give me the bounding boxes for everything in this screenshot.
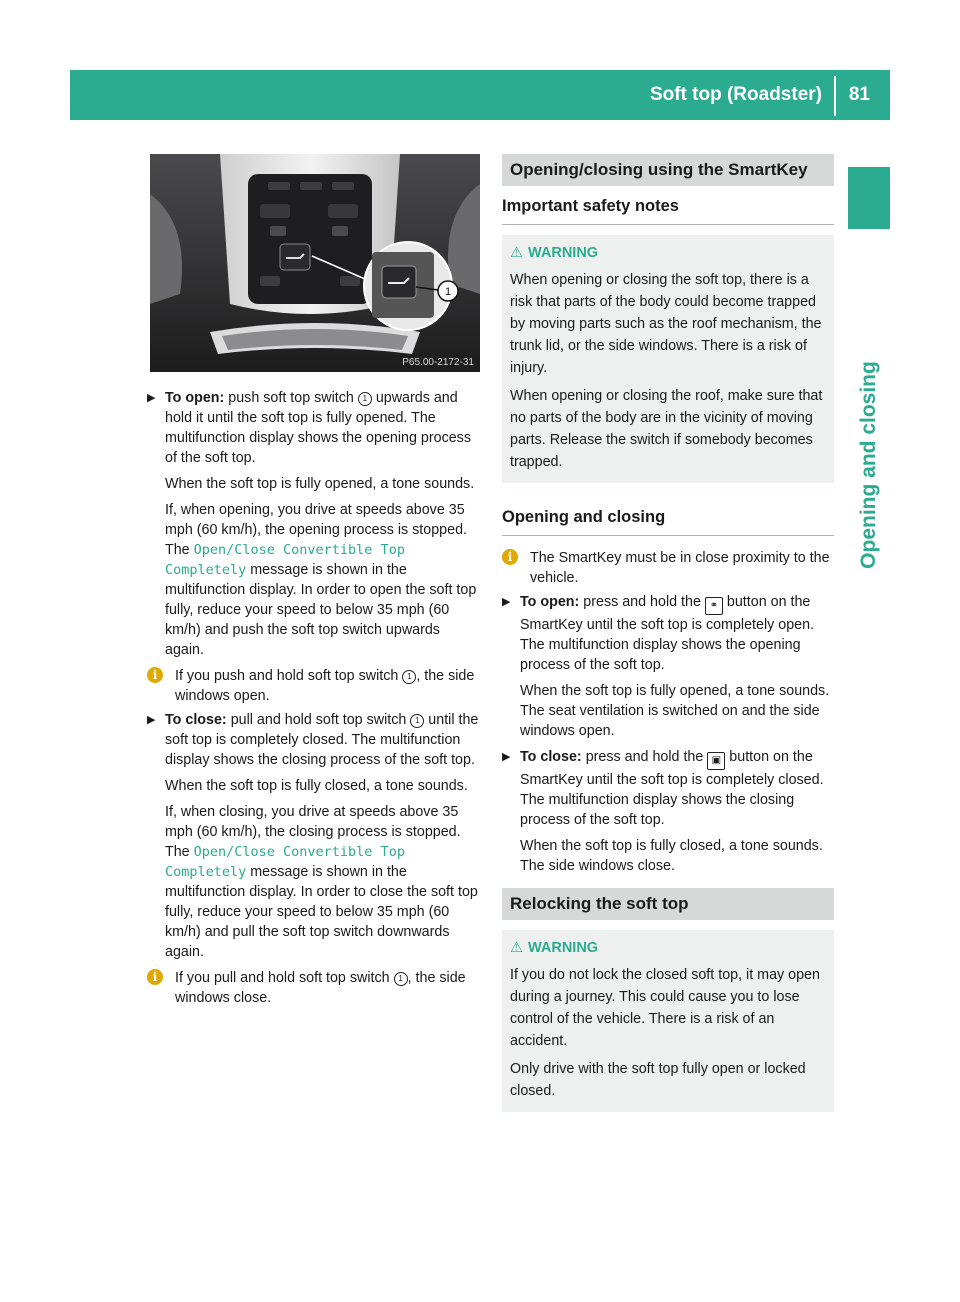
page-header: [70, 70, 890, 120]
page-number: 81: [848, 84, 870, 105]
overhead-control-panel-photo: [150, 154, 480, 372]
photo-illustration: [150, 154, 480, 372]
info-icon: i: [147, 969, 163, 985]
lock-icon: ▣: [707, 752, 725, 770]
info-icon: i: [147, 667, 163, 683]
info-icon: i: [502, 549, 518, 565]
callout-1-icon: 1: [394, 972, 408, 986]
step-to-open: ▶ To open: push soft top switch 1 upwards and hold it until the soft top is fully opened. The multifunction display shows the opening process of the soft top. When the soft top is fully opened, a tone sounds. If, when opening, you drive at speeds above 35 mph (60 km/h), the opening process is stopped. The Open/Close Convertible Top Completely message is shown in the multifunction display. In order to open the soft top fully, reduce your speed to below 35 mph (60 km/h) and push the soft top switch upwards again.: [147, 390, 477, 658]
callout-1-icon: 1: [410, 714, 424, 728]
right-column-bottom: [502, 888, 834, 1112]
warning-triangle-icon: ⚠: [510, 245, 523, 261]
left-column: [147, 388, 481, 1012]
display-message: Open/Close Convertible Top Completely: [165, 844, 405, 880]
warning-box-2: ⚠ WARNING If you do not lock the closed soft top, it may open during a journey. This could cause you to lose control of the vehicle. There is a risk of an accident. Only drive with the soft top fully open or locked closed.: [502, 930, 834, 1112]
step-to-close: ▶ To close: pull and hold soft top switch 1 until the soft top is completely closed. The multifunction display shows the closing process of the soft top. When the soft top is fully closed, a tone sounds. If, when closing, you drive at speeds above 35 mph (60 km/h), the closing process is stopped. The Open/Close Convertible Top Completely message is shown in the multifunction display. In order to close the soft top fully, reduce your speed to below 35 mph (60 km/h) and pull the soft top switch downwards again.: [147, 712, 479, 960]
warning-box-1: ⚠ WARNING When opening or closing the soft top, there is a risk that parts of the body could become trapped by moving parts such as the roof mechanism, the trunk lid, or the side windows. There is a risk of injury. When opening or closing the roof, make sure that no parts of the body are in the vicinity of moving parts. Release the switch if somebody becomes trapped.: [502, 235, 834, 483]
photo-code: P65.00-2172-31: [402, 357, 474, 368]
subtitle-safety-notes: Important safety notes: [502, 196, 834, 225]
warning-triangle-icon: ⚠: [510, 940, 523, 956]
info-note-2: i If you pull and hold soft top switch 1 , the side windows close.: [147, 968, 481, 1008]
step-smartkey-open: ▶ To open: press and hold the ⚭ button on the SmartKey until the soft top is completely open. The multifunction display shows the opening process of the soft top. When the soft top is fully opened, a tone sounds. The seat ventilation is switched on and the side windows open.: [502, 594, 830, 739]
arrow-right-icon: ▶: [502, 596, 511, 608]
section-title-smartkey: Opening/closing using the SmartKey: [502, 154, 834, 186]
header-divider: [834, 76, 836, 116]
callout-1-icon: 1: [358, 392, 372, 406]
arrow-right-icon: ▶: [147, 392, 156, 404]
right-column-top: [502, 154, 834, 882]
chapter-label: Opening and closing: [857, 361, 880, 569]
info-note-1: i If you push and hold soft top switch 1 , the side windows open.: [147, 666, 481, 706]
step-smartkey-close: ▶ To close: press and hold the ▣ button on the SmartKey until the soft top is completely closed. The multifunction display shows the closing process of the soft top. When the soft top is fully closed, a tone sounds. The side windows close.: [502, 749, 824, 874]
unlock-icon: ⚭: [705, 597, 723, 615]
photo-callout-1: 1: [444, 286, 452, 298]
arrow-right-icon: ▶: [147, 714, 156, 726]
subtitle-opening-closing: Opening and closing: [502, 507, 834, 536]
callout-1-icon: 1: [402, 670, 416, 684]
header-title: Soft top (Roadster): [649, 84, 822, 105]
chapter-tab: [848, 167, 890, 229]
display-message: Open/Close Convertible Top Completely: [165, 542, 405, 578]
info-note-smartkey: i The SmartKey must be in close proximity to the vehicle.: [502, 548, 834, 588]
section-title-relocking: Relocking the soft top: [502, 888, 834, 920]
arrow-right-icon: ▶: [502, 751, 511, 763]
